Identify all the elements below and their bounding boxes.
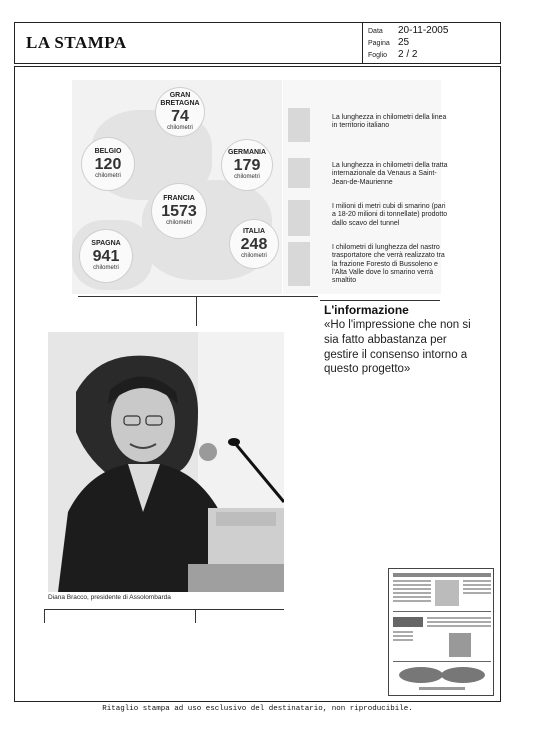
country-unit: chilometri [241,253,267,259]
country-value: 120 [94,156,122,173]
portrait-illustration [48,332,284,592]
country-name: BELGIO [94,148,122,155]
page-thumbnail [388,568,494,696]
photo-caption: Diana Bracco, presidente di Assolombarda [48,594,171,601]
legend-item: I chilometri di lunghezza del nastro trasportatore che verrà realizzato tra la frazione Foresto di Bussoleno e l'Alta Valle dove lo smarino verrà smaltito [332,244,445,285]
sheet-label: Foglio [368,52,388,59]
bubble-francia [152,184,206,238]
bubble-germania [222,140,272,190]
bubble-gran-bretagna [156,88,204,136]
country-unit: chilometri [95,173,121,179]
divider-rule [320,300,440,301]
legend-swatch [288,200,310,236]
divider-rule [44,609,45,623]
legend-swatch [288,108,310,142]
divider-rule [195,609,196,623]
divider-rule [78,296,318,297]
page-thumbnail-illustration [389,569,494,696]
legend-item: I milioni di metri cubi di smarino (pari a 18-20 milioni di tonnellate) prodotto dallo scavo del tunnel [332,203,448,227]
date-label: Data [368,28,383,35]
info-box-quote: «Ho l'impressione che non si sia fatto abbastanza per gestire il consenso intorno a questo progetto» [324,319,471,376]
legend-item: La lunghezza in chilometri della linea in territorio italiano [332,114,447,130]
country-name: ITALIA [242,228,266,235]
legend-swatch [288,242,310,286]
bubble-belgio [82,138,134,190]
page-value: 25 [398,37,410,48]
info-box-title: L'informazione [324,303,409,317]
country-name: GERMANIA [227,149,267,156]
country-value: 74 [171,108,189,125]
country-name: SPAGNA [91,240,121,247]
country-unit: chilometri [166,220,192,226]
country-value: 1573 [161,203,197,220]
country-value: 179 [233,157,261,174]
country-unit: chilometri [167,125,193,131]
country-value: 248 [240,236,268,253]
page-label: Pagina [368,40,390,47]
sheet-value: 2 / 2 [398,49,418,60]
country-name: GRAN BRETAGNA [160,92,200,107]
divider-rule [44,609,284,610]
legend-swatch [288,158,310,188]
portrait-photo [48,332,284,592]
bubble-italia [230,220,278,268]
bubble-spagna [80,230,132,282]
divider-rule [196,296,197,326]
country-name: FRANCIA [163,195,195,202]
masthead: LA STAMPA [26,33,127,52]
legend-item: La lunghezza in chilometri della tratta internazionale da Venaus a Saint-Jean-de-Maurienne [332,162,448,186]
infographic-map [72,80,282,294]
country-unit: chilometri [234,174,260,180]
country-value: 941 [92,248,120,265]
date-value: 20-11-2005 [398,25,449,36]
footer-notice: Ritaglio stampa ad uso esclusivo del destinatario, non riproducibile. [102,705,413,713]
country-unit: chilometri [93,265,119,271]
